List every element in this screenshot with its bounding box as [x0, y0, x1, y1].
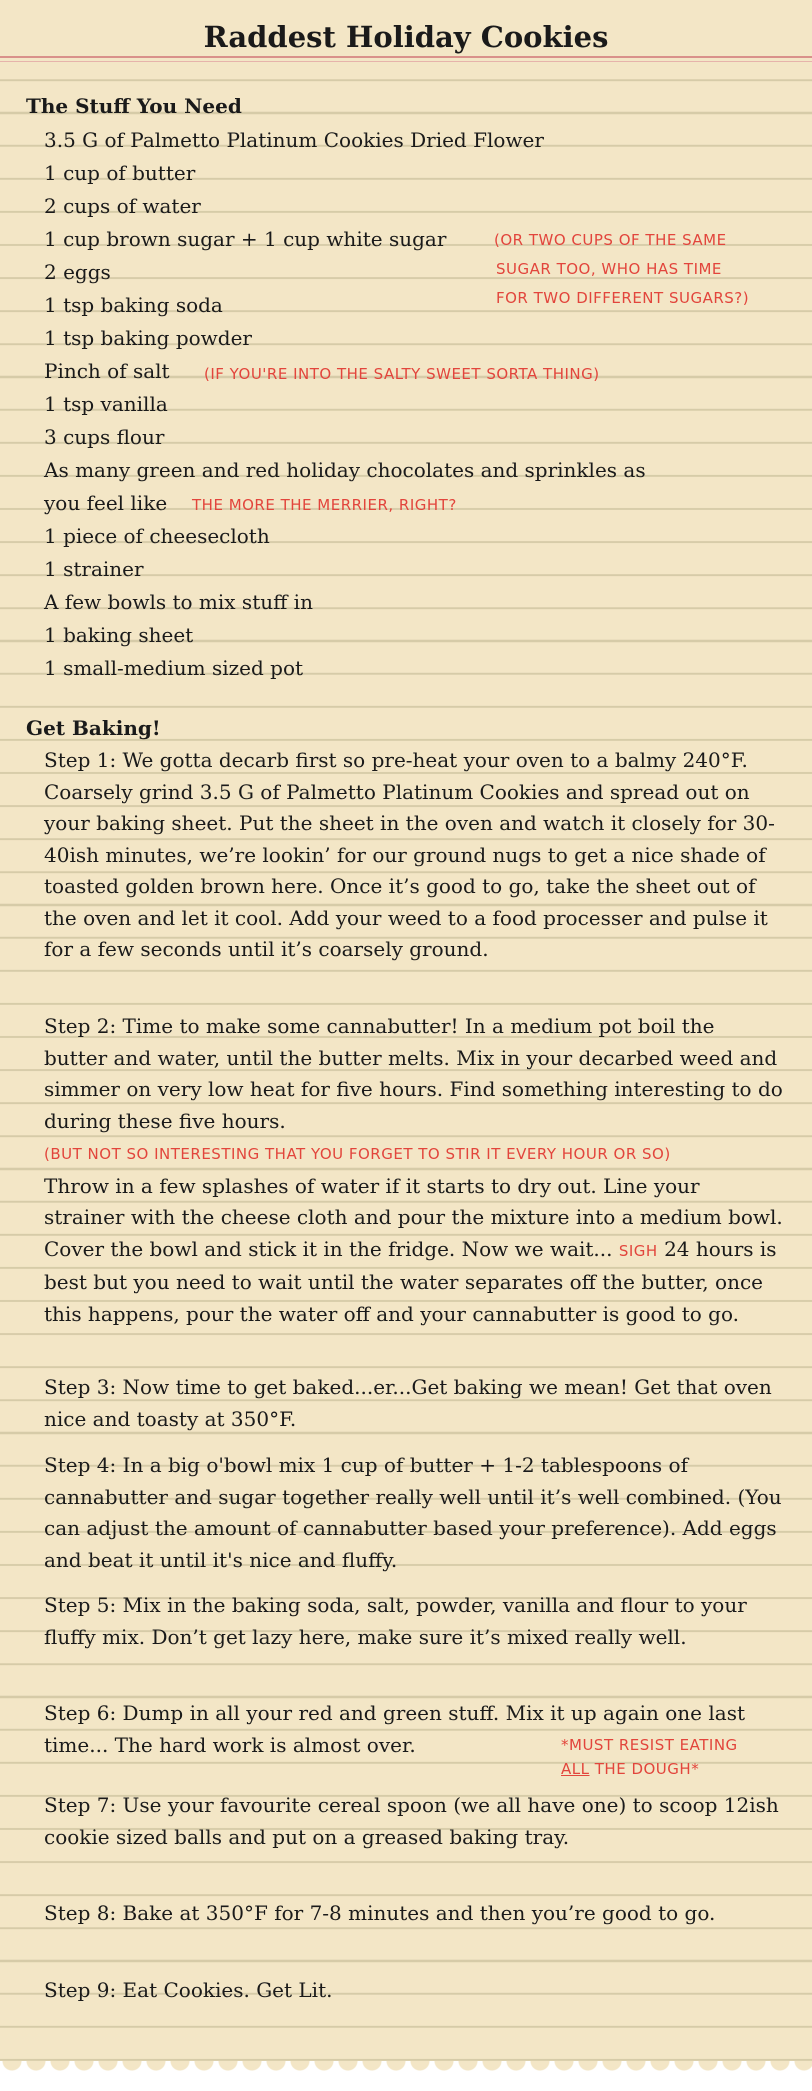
- ingredient-item: 1 cup brown sugar + 1 cup white sugar: [44, 227, 447, 251]
- resist-note-line: [561, 1755, 699, 1783]
- ingredient-item: you feel like: [44, 491, 168, 515]
- ingredient-item: 3.5 G of Palmetto Platinum Cookies Dried Flower: [44, 128, 544, 152]
- ingredient-item: 1 cup of butter: [44, 161, 196, 185]
- resist-note-line: *MUST RESIST EATING: [561, 1736, 738, 1754]
- ingredient-item: 1 small-medium sized pot: [44, 656, 304, 680]
- step-2: [44, 1011, 784, 1330]
- step-6: Step 6: Dump in all your red and green stuff. Mix it up again one last time... The hard work is almost over.: [44, 1701, 745, 1757]
- step-2-text-c: 24 hours is best but you need to wait until the water separates off the butter, once this happens, pour the water off and your cannabutter is good to go.: [44, 1236, 777, 1326]
- title-bar: [0, 0, 812, 58]
- resist-note-emphasis: ALL: [561, 1760, 590, 1778]
- method-heading: Get Baking!: [26, 716, 161, 740]
- ingredient-item: As many green and red holiday chocolates and sprinkles as: [44, 458, 646, 482]
- ingredient-item: 3 cups flour: [44, 425, 165, 449]
- sugar-note-line: (OR TWO CUPS OF THE SAME: [494, 231, 727, 249]
- sugar-note-line: FOR TWO DIFFERENT SUGARS?): [496, 289, 750, 307]
- ingredient-item: 1 strainer: [44, 557, 144, 581]
- step-3: Step 3: Now time to get baked...er...Get baking we mean! Get that oven nice and toasty at 350°F.: [44, 1375, 772, 1431]
- ingredient-item: 1 piece of cheesecloth: [44, 524, 270, 548]
- step-5: Step 5: Mix in the baking soda, salt, powder, vanilla and flour to your fluffy mix. Don’t get lazy here, make sure it’s mixed really well.: [44, 1593, 747, 1649]
- resist-note-rest: THE DOUGH*: [594, 1760, 700, 1778]
- ingredient-item: Pinch of salt: [44, 359, 170, 383]
- salt-note: (IF YOU'RE INTO THE SALTY SWEET SORTA THING): [204, 365, 600, 383]
- ingredients-heading: The Stuff You Need: [26, 94, 242, 118]
- sigh-note: SIGH: [618, 1241, 658, 1260]
- ingredient-item: 1 tsp baking soda: [44, 293, 223, 317]
- ingredient-item: 2 cups of water: [44, 194, 201, 218]
- step-8: Step 8: Bake at 350°F for 7-8 minutes and then you’re good to go.: [44, 1901, 716, 1925]
- ingredient-item: 1 baking sheet: [44, 623, 194, 647]
- step-9: Step 9: Eat Cookies. Get Lit.: [44, 1978, 333, 2002]
- stir-note: (BUT NOT SO INTERESTING THAT YOU FORGET TO STIR IT EVERY HOUR OR SO): [44, 1145, 671, 1163]
- chocolates-note: THE MORE THE MERRIER, RIGHT?: [192, 496, 457, 514]
- step-2-text-a: Step 2: Time to make some cannabutter! In a medium pot boil the butter and water, until the butter melts. Mix in your decarbed weed and simmer on very low heat for five hours. Find something interesting to do during these five hours.: [44, 1014, 783, 1133]
- recipe-title: Raddest Holiday Cookies: [203, 20, 609, 54]
- ingredient-item: 2 eggs: [44, 260, 111, 284]
- ingredient-item: A few bowls to mix stuff in: [44, 590, 313, 614]
- step-4: Step 4: In a big o'bowl mix 1 cup of butter + 1-2 tablespoons of cannabutter and sugar together really well until it’s well combined. (You can adjust the amount of cannabutter based your preference). Add eggs and beat it until it's nice and fluffy.: [44, 1453, 782, 1572]
- ingredient-item: 1 tsp baking powder: [44, 326, 252, 350]
- sugar-note-line: SUGAR TOO, WHO HAS TIME: [496, 260, 722, 278]
- step-7: Step 7: Use your favourite cereal spoon (we all have one) to scoop 12ish cookie sized balls and put on a greased baking tray.: [44, 1793, 779, 1849]
- step-1: Step 1: We gotta decarb first so pre-heat your oven to a balmy 240°F. Coarsely grind 3.5 G of Palmetto Platinum Cookies and spread out on your baking sheet. Put the sheet in the oven and watch it closely for 30-40ish minutes, we’re lookin’ for our ground nugs to get a nice shade of toasted golden brown here. Once it’s good to go, take the sheet out of the oven and let it cool. Add your weed to a food processer and pulse it for a few seconds until it’s coarsely ground.: [44, 748, 775, 961]
- step-2-text-b: Throw in a few splashes of water if it starts to dry out. Line your strainer with the cheese cloth and pour the mixture into a medium bowl. Cover the bowl and stick it in the fridge. Now we wait...: [44, 1173, 783, 1261]
- ingredient-item: 1 tsp vanilla: [44, 392, 168, 416]
